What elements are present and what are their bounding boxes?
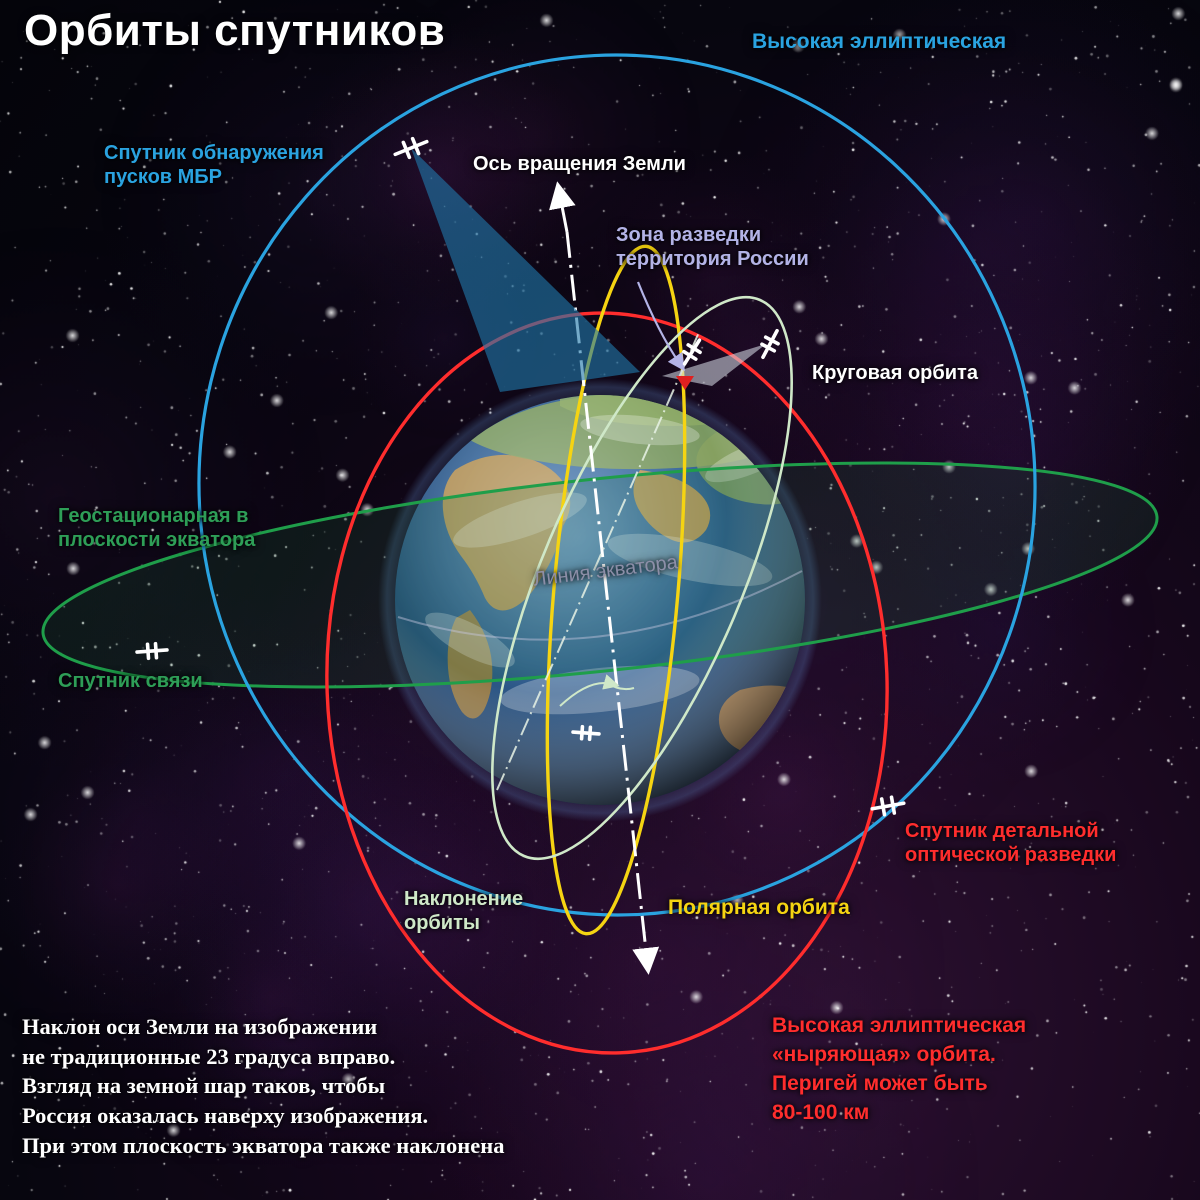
satellite-circular-orbit: [757, 327, 783, 360]
label-polar-orbit: Полярная орбита: [668, 896, 850, 919]
label-detailed-optical-recon-satellite: Спутник детальной оптической разведки: [905, 820, 1117, 866]
label-orbit-inclination: Наклонение орбиты: [404, 888, 524, 934]
label-recon-zone: Зона разведки территория России: [616, 224, 809, 270]
note-molniya-orbit: Высокая эллиптическая «ныряющая» орбита. Перигей может быть 80-100 км: [772, 1014, 1027, 1124]
label-equator-line: Линия экватора: [532, 551, 679, 591]
page-title: Орбиты спутников: [24, 6, 446, 55]
label-icbm-detection-satellite: Спутник обнаружения пусков МБР: [104, 142, 324, 188]
recon-sensor-cone: [662, 344, 766, 386]
icbm-sensor-cone: [411, 148, 640, 392]
satellite-icbm-detection: [392, 134, 430, 162]
label-communication-satellite: Спутник связи: [58, 670, 203, 692]
recon-target-marker: [676, 376, 694, 390]
label-earth-rotation-axis: Ось вращения Земли: [473, 153, 686, 175]
label-high-elliptical-top: Высокая эллиптическая: [752, 30, 1007, 53]
label-circular-orbit: Круговая орбита: [812, 362, 978, 384]
label-geostationary-orbit: Геостационарная в плоскости экватора: [58, 505, 256, 551]
note-earth-axis-tilt: Наклон оси Земли на изображении не традиционные 23 градуса вправо. Взгляд на земной шар таков, чтобы Россия оказалась наверху изображения. При этом плоскость экватора также наклонена: [22, 1014, 505, 1158]
